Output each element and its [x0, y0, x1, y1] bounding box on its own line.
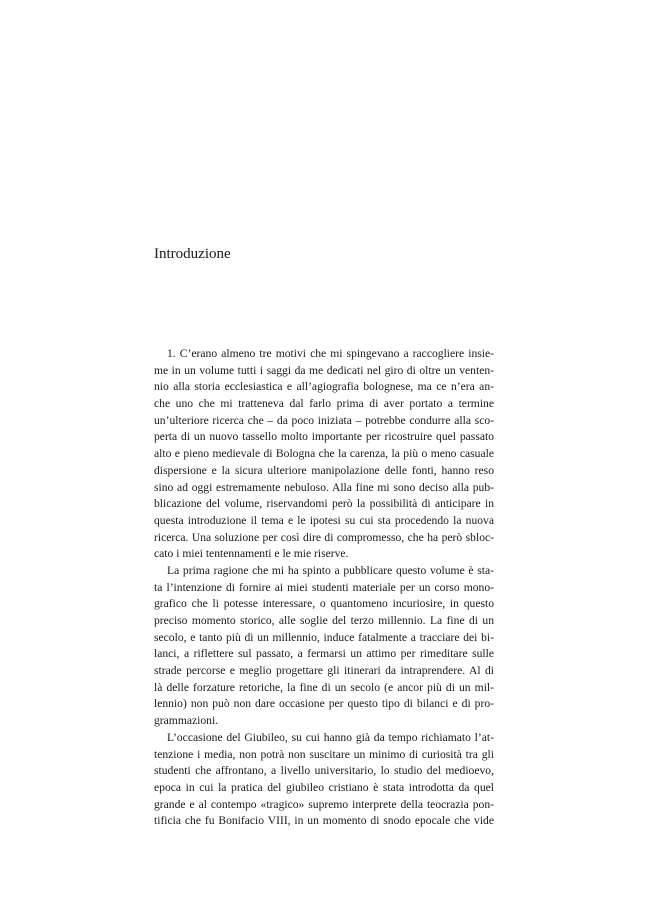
chapter-title: Introduzione [154, 246, 231, 262]
text-line: me in un volume tutti i saggi da me dedicati nel giro di oltre un venten- [154, 363, 494, 377]
body-text [154, 346, 494, 830]
text-line: ricerca. Una soluzione per così dire di compromesso, che ha però sbloc- [154, 530, 494, 544]
text-line: grande e al contempo «tragico» supremo interprete della teocrazia pon- [154, 797, 494, 811]
text-line: ta l’intenzione di fornire ai miei studenti materiale per un corso mono- [154, 580, 494, 594]
paragraph-1 [154, 346, 494, 563]
text-line: che uno che mi tratteneva dal farlo prima di aver portato a termine [154, 397, 494, 411]
paragraph-3 [154, 730, 494, 830]
text-line: grammazioni. [154, 714, 219, 728]
text-line: alto e pieno medievale di Bologna che la carenza, la più o meno casuale [154, 447, 494, 461]
text-line: questa introduzione il tema e le ipotesi su cui sta procedendo la nuova [154, 513, 494, 527]
text-line: un’ulteriore ricerca che – da poco iniziata – potrebbe condurre alla sco- [154, 413, 494, 427]
text-line: nio alla storia ecclesiastica e all’agiografia bolognese, ma ce n’era an- [154, 380, 494, 394]
text-line: strade percorse e meglio progettare gli itinerari da intraprendere. Al di [154, 664, 494, 678]
text-line: tenzione i media, non potrà non suscitare un minimo di curiosità tra gli [154, 747, 494, 761]
text-line: blicazione del volume, riservandomi però la possibilità di anticipare in [154, 497, 494, 511]
text-line: cato i miei tentennamenti e le mie riserve. [154, 547, 349, 561]
text-line: preciso momento storico, alle soglie del terzo millennio. La fine di un [154, 614, 494, 627]
text-line: lanci, a riflettere sul passato, a fermarsi un attimo per rimeditare sulle [154, 647, 494, 661]
text-line: L’occasione del Giubileo, su cui hanno già da tempo richiamato l’at- [167, 730, 494, 744]
text-line: là delle forzature retoriche, la fine di un secolo (e ancor più di un mil- [154, 680, 494, 694]
text-line: perta di un nuovo tassello molto importante per ricostruire quel passato [154, 430, 494, 444]
text-line: secolo, e tanto più di un millennio, induce fatalmente a tracciare dei bi- [154, 630, 494, 644]
text-line: studenti che affrontano, a livello universitario, lo studio del medioevo, [154, 764, 494, 778]
text-line: La prima ragione che mi ha spinto a pubblicare questo volume è sta- [167, 563, 494, 577]
text-line: 1. C’erano almeno tre motivi che mi spingevano a raccogliere insie- [167, 347, 494, 360]
text-line: tificia che fu Bonifacio VIII, in un momento di snodo epocale che vide [154, 814, 494, 828]
paragraph-2 [154, 563, 494, 730]
text-line: epoca in cui la pratica del giubileo cristiano è stata introdotta da quel [154, 780, 494, 794]
text-line: lennio) non può non dare occasione per questo tipo di bilanci e di pro- [154, 697, 494, 711]
text-line: dispersione e la sicura ulteriore manipolazione delle fonti, hanno reso [154, 463, 494, 477]
text-line: grafico che li potesse interessare, o quantomeno incuriosire, in questo [154, 597, 494, 611]
text-line: sino ad oggi estremamente nebuloso. Alla fine mi sono deciso alla pub- [154, 480, 494, 494]
